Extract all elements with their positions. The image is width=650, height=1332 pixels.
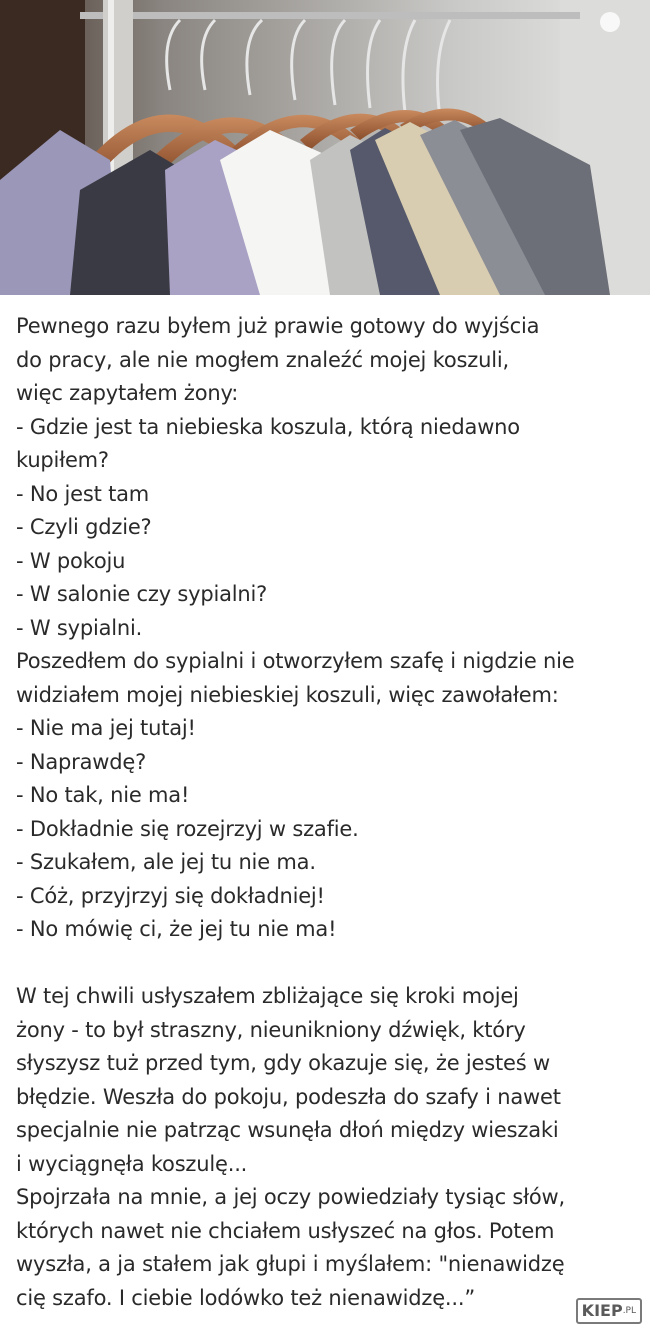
story-line: - Czyli gdzie? <box>16 515 152 539</box>
story-line: - Cóż, przyjrzyj się dokładniej! <box>16 883 325 908</box>
watermark-brand: KIEP <box>581 1301 623 1320</box>
story-line: - W pokoju <box>16 548 126 573</box>
story-line: słyszysz tuż przed tym, gdy okazuje się, że jesteś w <box>16 1051 550 1075</box>
story-line: więc zapytałem żony: <box>16 381 239 405</box>
story-line: Pewnego razu byłem już prawie gotowy do wyjścia <box>16 314 540 338</box>
story-line: do pracy, ale nie mogłem znaleźć mojej koszuli, <box>16 347 509 372</box>
story-line: - Szukałem, ale jej tu nie ma. <box>16 850 316 874</box>
story-line: i wyciągnęła koszulę... <box>16 1151 248 1176</box>
watermark-suffix: .PL <box>622 1306 636 1316</box>
story-line: - No tak, nie ma! <box>16 783 190 807</box>
story-line: - W salonie czy sypialni? <box>16 582 268 606</box>
story-line: żony - to był straszny, nieunikniony dźwięk, który <box>16 1017 526 1042</box>
story-line: kupiłem? <box>16 448 109 472</box>
story-text <box>16 310 646 1315</box>
clothes-rack-photo <box>0 0 650 295</box>
story-line <box>16 947 646 981</box>
story-line: - Gdzie jest ta niebieska koszula, którą niedawno <box>16 414 520 439</box>
story-line: - No jest tam <box>16 481 150 506</box>
story-line: widziałem mojej niebieskiej koszuli, więc zawołałem: <box>16 682 559 707</box>
story-line: Spojrzała na mnie, a jej oczy powiedziały tysiąc słów, <box>16 1185 566 1209</box>
story-line: Poszedłem do sypialni i otworzyłem szafę i nigdzie nie <box>16 649 575 673</box>
story-line: W tej chwili usłyszałem zbliżające się kroki mojej <box>16 984 519 1008</box>
story-line: specjalnie nie patrząc wsunęła dłoń między wieszaki <box>16 1118 559 1142</box>
story-line: błędzie. Weszła do pokoju, podeszła do szafy i nawet <box>16 1084 561 1109</box>
story-line: - No mówię ci, że jej tu nie ma! <box>16 917 337 941</box>
story-line: - Dokładnie się rozejrzyj w szafie. <box>16 816 359 841</box>
story-line: wyszła, a ja stałem jak głupi i myślałem: "nienawidzę <box>16 1252 565 1276</box>
story-line: - Naprawdę? <box>16 749 147 774</box>
story-line: - W sypialni. <box>16 615 143 640</box>
kiep-watermark <box>576 1298 642 1324</box>
story-line: których nawet nie chciałem usłyszeć na głos. Potem <box>16 1218 555 1243</box>
story-line: cię szafo. I ciebie lodówko też nienawidzę...” <box>16 1285 476 1310</box>
story-line: - Nie ma jej tutaj! <box>16 716 196 740</box>
